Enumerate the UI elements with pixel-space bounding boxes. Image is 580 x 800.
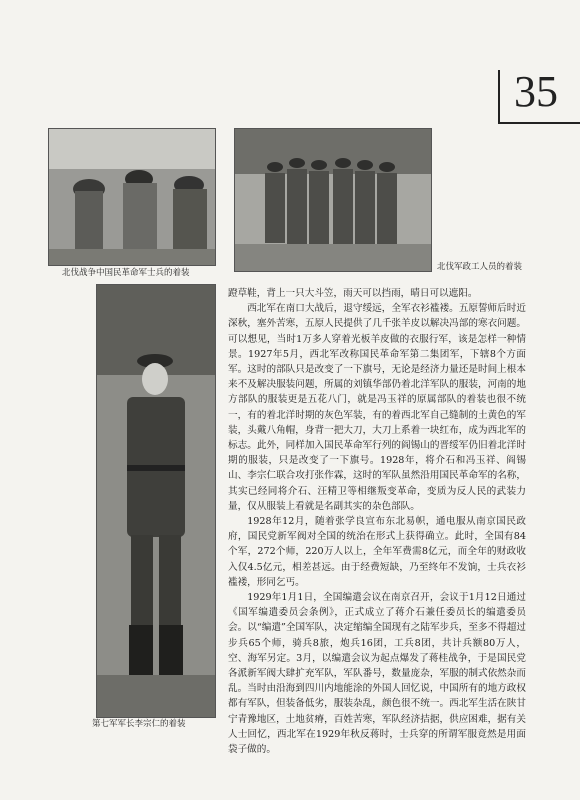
- paragraph: 1928年12月，随着张学良宣布东北易帜，通电服从南京国民政府，国民党新军阀对全国的统治在形式上获得确立。此时，全国有84个军，272个师，220万人以上，全年军费需8亿元，而全年的财政收入仅4.5亿元，相差甚远。由于经费短缺，乃至终年不发饷，士兵衣衫褴褛，形同乞丐。: [228, 516, 526, 588]
- paragraph: 蹬草鞋，背上一只大斗笠，雨天可以挡雨，晴日可以遮阳。: [228, 288, 478, 299]
- paragraph: 1929年1月1日，全国编遣会议在南京召开，会议于1月12日通过《国军编遣委员会条例》，正式成立了蒋介石兼任委员长的编遣委员会。以“编遣”全国军队，决定缩编全国现有之陆军步兵，至多不得超过步兵65个师，骑兵8旅，炮兵16团，工兵8团，共计兵额80万人，空、海军另定。3月，以编遣会议为起点爆发了蒋桂战争，于是国民党各派新军阀大肆扩充军队，军队番号，数量庞杂，军服的制式依然杂而乱。当时由沿海到四川内地能涂的外国人回忆说，中国所有的地方政权都有军队，但装备低劣，服装杂乱，颜色很不统一。西北军生活在陕甘宁青豫地区，土地贫瘠，百姓苦寒，军队经济拮据，供应困难，据有关人士回忆，西北军在1929年秋反蒋时，士兵穿的所谓军服竟然是用面袋子做的。: [228, 592, 526, 756]
- photo-li-zongren: [96, 284, 216, 718]
- article-body: [228, 286, 526, 757]
- photo-political-workers: [234, 128, 432, 272]
- caption-bottom-left: 第七军军长李宗仁的着装: [92, 719, 186, 729]
- header-rule-vertical: [498, 70, 500, 124]
- caption-top-left: 北伐战争中国民革命军士兵的着装: [62, 268, 190, 278]
- page-number: 35: [514, 67, 558, 116]
- paragraph: 西北军在南口大战后，退守绥远，全军衣衫褴褛。五原誓师后时近深秋，塞外苦寒，五原人民提供了几千张羊皮以解决冯部的寒衣问题。可以想见，当时1万多人穿着光板羊皮做的衣服行军，该是怎样一种情景。1927年5月，西北军改称国民革命军第二集团军，下辖8个方面军。这时的部队只是改变了一下旗号，无论是经济力量还是时间上根本来不及解决服装问题，所属的刘镇华部仍着北洋军队的服装，河南的地方部队的服装更是五花八门，就是冯玉祥的原属部队的着装也很不统一，有的着北洋时期的灰色军装，有的着西北军自己缝制的土黄色的军装，头戴八角帽，身背一把大刀，大刀上系着一块红布，成为西北军的标志。此外，同样加入国民革命军行列的阎锡山的晋绥军仍旧着北洋时期的服装，只是改变了一下旗号。1928年，将介石和冯玉祥、阎锡山、李宗仁联合攻打张作霖，这时的军队虽然沿用国民革命军的名称，其实已经同将介石、汪精卫等相继叛变革命，变质为反人民的武装力量，仅从服装上看就是名副其实的杂色部队。: [228, 303, 526, 512]
- photo-soldiers-uniform: [48, 128, 216, 266]
- header-rule: [498, 122, 580, 124]
- caption-top-right: 北伐军政工人员的着装: [437, 262, 523, 272]
